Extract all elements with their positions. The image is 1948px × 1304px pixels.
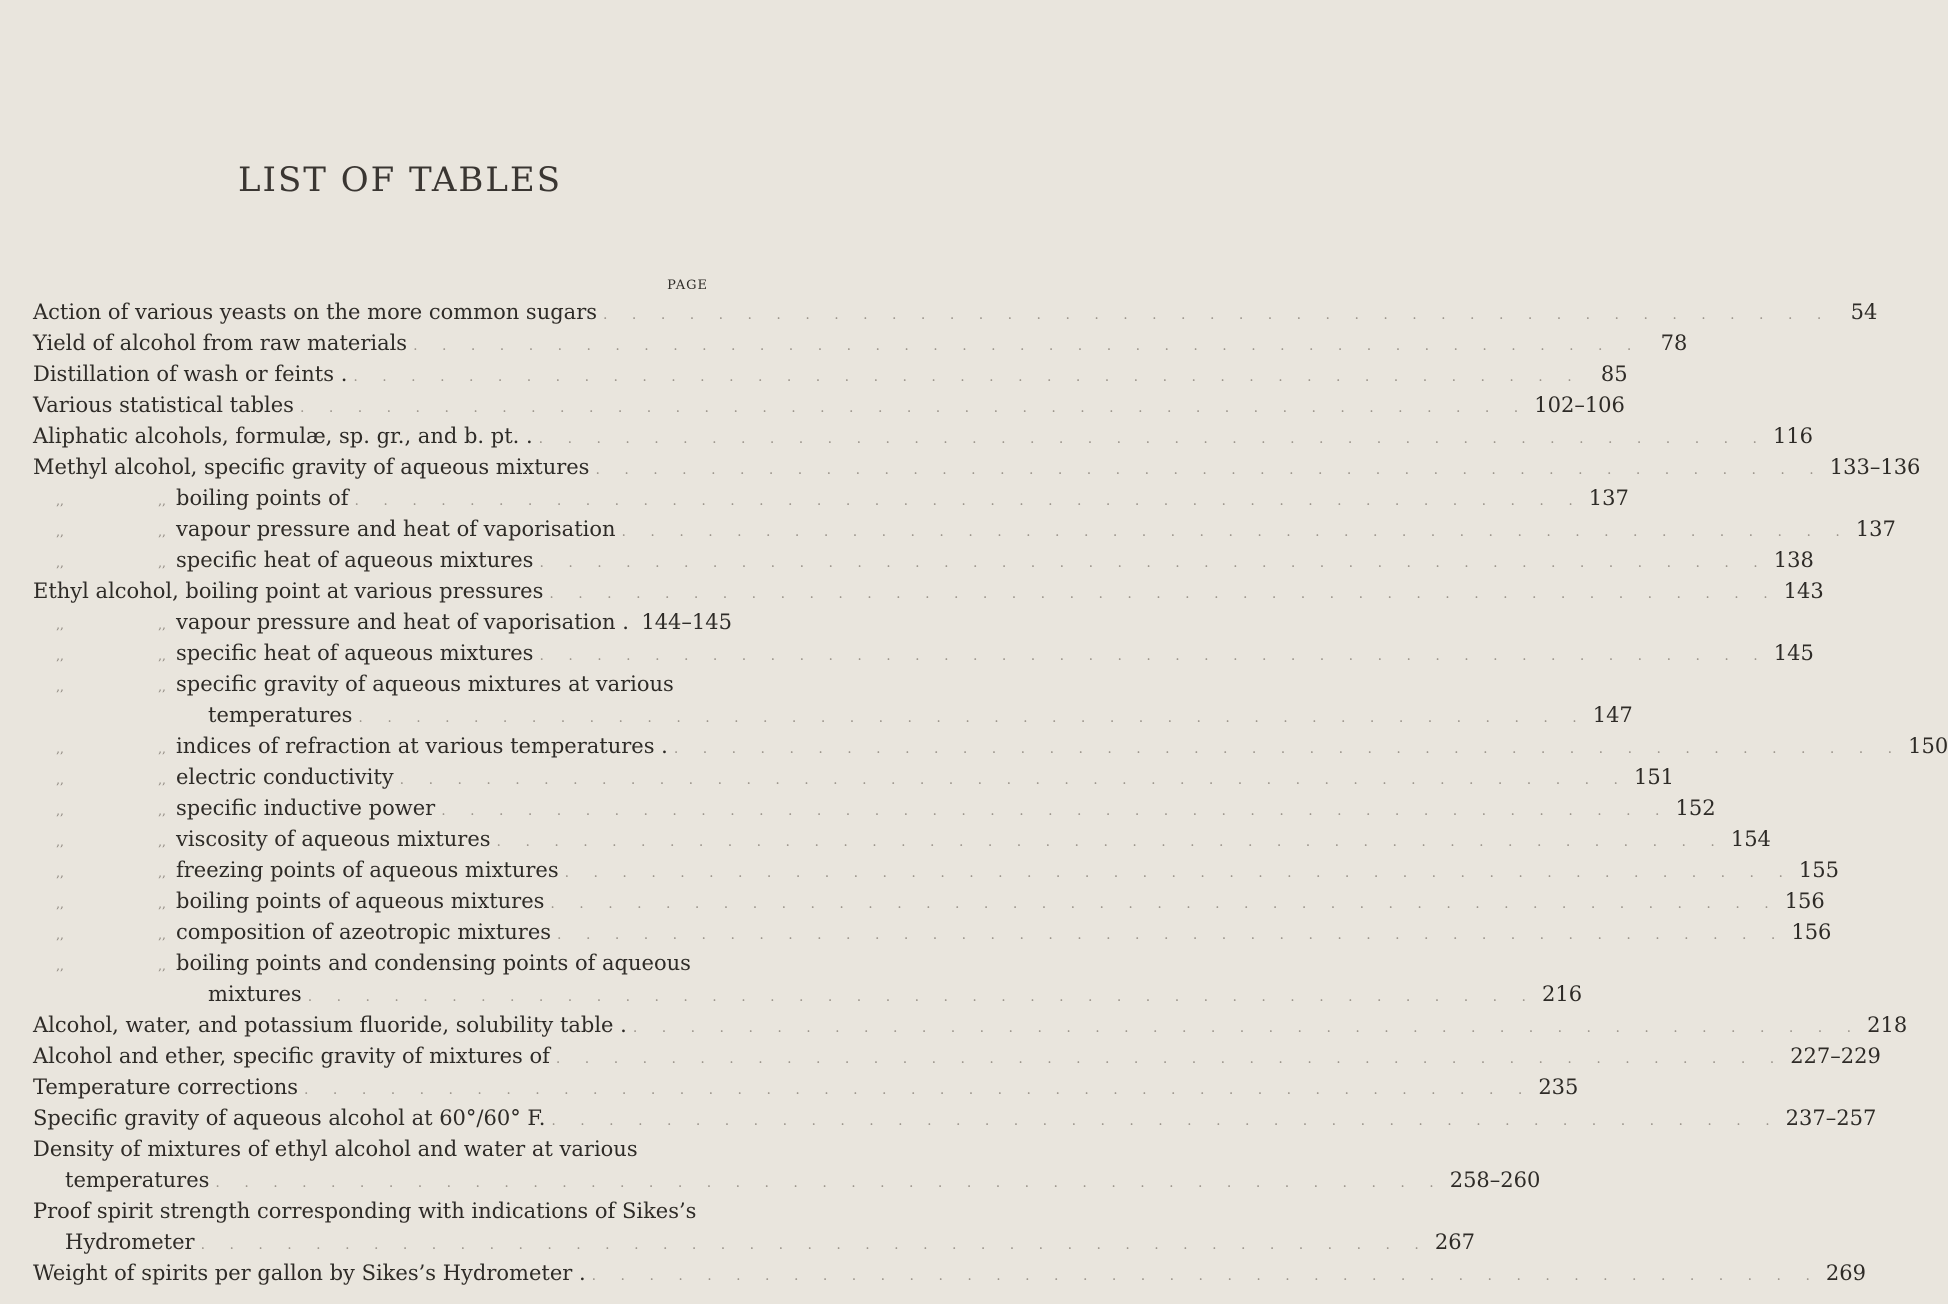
- page-title: LIST OF TABLES: [237, 160, 563, 200]
- entry-text: Aliphatic alcohols, formulæ, sp. gr., and b. pt. .: [33, 424, 533, 448]
- dot-leader: . . . . . . . . . . . . . . . . . . . . . . . . . . . . . . . . . . . . . . . . . . .: [358, 710, 1587, 726]
- dot-leader: . . . . . . . . . . . . . . . . . . . . . . . . . . . . . . . . . . . . . . . . . . .: [595, 462, 1824, 478]
- entry-page: 151: [1633, 765, 1675, 789]
- ditto-mark: ,,: [158, 618, 166, 632]
- list-item: [33, 1261, 1867, 1291]
- list-item: [33, 1199, 732, 1229]
- list-item: [33, 362, 1628, 392]
- ditto-mark: ,,: [56, 959, 64, 973]
- ditto-mark: ,,: [56, 494, 64, 508]
- entry-page: 155: [1798, 858, 1839, 882]
- entry-page: 85: [1600, 362, 1628, 386]
- dot-leader: . . . . . . . . . . . . . . . . . . . . . . . . . . . . . . . . . . . . . . . . . . .: [200, 1237, 1429, 1253]
- dot-leader: . . . . . . . . . . . . . . . . . . . . . . . . . . . . . . . . . . . . . . . . . . .: [215, 1175, 1444, 1191]
- entry-text: specific inductive power: [176, 796, 436, 820]
- dot-leader: . . . . . . . . . . . . . . . . . . . . . . . . . . . . . . . . . . . . . . . . . . .: [550, 896, 1779, 912]
- ditto-mark: ,,: [56, 835, 64, 849]
- dot-leader: . . . . . . . . . . . . . . . . . . . . . . . . . . . . . . . . . . . . . . . . . . .: [354, 493, 1583, 509]
- list-item: [176, 517, 1896, 547]
- entry-text: boiling points of: [176, 486, 349, 510]
- entry-page: 152: [1675, 796, 1716, 820]
- list-item: [208, 982, 1583, 1012]
- list-item: [176, 486, 1629, 516]
- entry-page: 138: [1773, 548, 1814, 572]
- entry-page: 102–106: [1534, 393, 1625, 417]
- ditto-mark: ,,: [158, 959, 166, 973]
- dot-leader: . . . . . . . . . . . . . . . . . . . . . . . . . . . . . . . . . . . . . . . . . . .: [632, 1020, 1862, 1036]
- ditto-mark: ,,: [158, 494, 166, 508]
- entry-text: indices of refraction at various temperatures .: [176, 734, 668, 758]
- list-item: [176, 734, 1948, 764]
- entry-page: 137: [1588, 486, 1629, 510]
- ditto-mark: ,,: [158, 928, 166, 942]
- entry-page: 267: [1434, 1230, 1475, 1254]
- dot-leader: . . . . . . . . . . . . . . . . . . . . . . . . . . . . . . . . . . . . . . . . . . .: [353, 369, 1582, 385]
- dot-leader: . . . . . . . . . . . . . . . . . . . . . . . . . . . . . . . . . . . . . . . . . . .: [539, 648, 1768, 664]
- dot-leader: . . . . . . . . . . . . . . . . . . . . . . . . . . . . . . . . . . . . . . . . . . .: [539, 555, 1768, 571]
- ditto-mark: ,,: [158, 525, 166, 539]
- entry-text: Yield of alcohol from raw materials: [33, 331, 408, 355]
- entry-text: viscosity of aqueous mixtures: [176, 827, 491, 851]
- ditto-mark: ,,: [56, 897, 64, 911]
- entry-text: electric conductivity: [176, 765, 394, 789]
- entry-page: 227–229: [1790, 1044, 1881, 1068]
- list-item: [176, 827, 1771, 857]
- list-item: [33, 393, 1625, 423]
- entry-page: 145: [1773, 641, 1814, 665]
- list-item: [176, 920, 1832, 950]
- ditto-mark: ,,: [158, 835, 166, 849]
- entry-text: Various statistical tables: [33, 393, 294, 417]
- entry-text: Weight of spirits per gallon by Sikes’s Hydrometer .: [33, 1261, 586, 1285]
- entry-page: 216: [1541, 982, 1583, 1006]
- entry-page: 144–145: [641, 610, 732, 634]
- dot-leader: . . . . . . . . . . . . . . . . . . . . . . . . . . . . . . . . . . . . . . . . . . .: [399, 772, 1628, 788]
- entry-page: 116: [1772, 424, 1814, 448]
- entry-page: 150: [1908, 734, 1948, 758]
- entry-text: Action of various yeasts on the more common sugars: [33, 300, 598, 324]
- list-item: [65, 1168, 1541, 1198]
- entry-page: 154: [1730, 827, 1771, 851]
- entry-page: 237–257: [1785, 1106, 1877, 1130]
- list-item: [33, 331, 1688, 361]
- entry-page: 143: [1783, 579, 1824, 603]
- dot-leader: . . . . . . . . . . . . . . . . . . . . . . . . . . . . . . . . . . . . . . . . . . .: [299, 400, 1529, 416]
- dot-leader: . . . . . . . . . . . . . . . . . . . . . . . . . . . . . . . . . . . . . . . . . . .: [307, 989, 1536, 1005]
- list-item: [176, 796, 1716, 826]
- entry-page: 235: [1538, 1075, 1579, 1099]
- ditto-mark: ,,: [56, 773, 64, 787]
- list-item: [176, 765, 1675, 795]
- dot-leader: . . . . . . . . . . . . . . . . . . . . . . . . . . . . . . . . . . . . . . . . . . .: [621, 524, 1850, 540]
- dot-leader: . . . . . . . . . . . . . . . . . . . . . . . . . . . . . . . . . . . . . . . . . . .: [603, 307, 1832, 323]
- ditto-mark: ,,: [56, 618, 64, 632]
- entry-page: 258–260: [1449, 1168, 1541, 1192]
- dot-leader: . . . . . . . . . . . . . . . . . . . . . . . . . . . . . . . . . . . . . . . . . . .: [555, 1051, 1785, 1067]
- list-item: [33, 1137, 732, 1167]
- list-item: [176, 548, 1814, 578]
- entry-text: Temperature corrections: [33, 1075, 299, 1099]
- entry-page: 78: [1660, 331, 1688, 355]
- entry-text: temperatures: [65, 1168, 210, 1192]
- dot-leader: . . . . . . . . . . . . . . . . . . . . . . . . . . . . . . . . . . . . . . . . . . .: [557, 927, 1786, 943]
- entry-text: composition of azeotropic mixtures: [176, 920, 552, 944]
- ditto-mark: ,,: [56, 556, 64, 570]
- list-item: [33, 1075, 1579, 1105]
- entry-page: 54: [1850, 300, 1878, 324]
- list-item: [33, 579, 1824, 609]
- entry-text: vapour pressure and heat of vaporisation: [176, 517, 616, 541]
- entry-text: specific heat of aqueous mixtures: [176, 548, 534, 572]
- entry-text: Ethyl alcohol, boiling point at various pressures: [33, 579, 544, 603]
- entry-text: Alcohol, water, and potassium fluoride, solubility table .: [33, 1013, 627, 1037]
- list-item: [176, 641, 1814, 671]
- ditto-mark: ,,: [158, 866, 166, 880]
- entry-text: Density of mixtures of ethyl alcohol and water at various: [33, 1137, 638, 1161]
- entry-text: Methyl alcohol, specific gravity of aqueous mixtures: [33, 455, 590, 479]
- ditto-mark: ,,: [158, 556, 166, 570]
- list-item: [176, 889, 1825, 919]
- ditto-mark: ,,: [158, 897, 166, 911]
- dot-leader: . . . . . . . . . . . . . . . . . . . . . . . . . . . . . . . . . . . . . . . . . . .: [496, 834, 1725, 850]
- ditto-mark: ,,: [56, 525, 64, 539]
- list-item: [33, 1044, 1881, 1074]
- list-item: [33, 1106, 1877, 1136]
- list-item: [176, 951, 732, 981]
- entry-page: 133–136: [1829, 455, 1921, 479]
- dot-leader: . . . . . . . . . . . . . . . . . . . . . . . . . . . . . . . . . . . . . . . . . . .: [551, 1113, 1780, 1129]
- ditto-mark: ,,: [56, 680, 64, 694]
- list-item: [176, 858, 1839, 888]
- entry-text: Distillation of wash or feints .: [33, 362, 348, 386]
- entry-page: 218: [1867, 1013, 1908, 1037]
- entry-text: specific gravity of aqueous mixtures at various: [176, 672, 674, 696]
- dot-leader: . . . . . . . . . . . . . . . . . . . . . . . . . . . . . . . . . . . . . . . . . . .: [413, 338, 1642, 354]
- entry-text: boiling points and condensing points of aqueous: [176, 951, 691, 975]
- list-item: [176, 610, 732, 640]
- list-item: [33, 300, 1878, 330]
- entry-text: Proof spirit strength corresponding with indications of Sikes’s: [33, 1199, 697, 1223]
- dot-leader: . . . . . . . . . . . . . . . . . . . . . . . . . . . . . . . . . . . . . . . . . . .: [538, 431, 1767, 447]
- entry-text: specific heat of aqueous mixtures: [176, 641, 534, 665]
- ditto-mark: ,,: [158, 742, 166, 756]
- dot-leader: . . . . . . . . . . . . . . . . . . . . . . . . . . . . . . . . . . . . . . . . . . .: [591, 1268, 1820, 1284]
- dot-leader: . . . . . . . . . . . . . . . . . . . . . . . . . . . . . . . . . . . . . . . . . . .: [673, 741, 1903, 757]
- entry-text: boiling points of aqueous mixtures: [176, 889, 545, 913]
- entry-page: 147: [1592, 703, 1633, 727]
- ditto-mark: ,,: [56, 804, 64, 818]
- page-column-label: PAGE: [667, 278, 708, 293]
- entry-page: 137: [1855, 517, 1896, 541]
- ditto-mark: ,,: [158, 773, 166, 787]
- entry-text: mixtures: [208, 982, 302, 1006]
- entry-text: Alcohol and ether, specific gravity of mixtures of: [33, 1044, 550, 1068]
- entry-page: 156: [1791, 920, 1832, 944]
- entry-text: temperatures: [208, 703, 353, 727]
- list-item: [33, 424, 1814, 454]
- ditto-mark: ,,: [158, 649, 166, 663]
- entry-text: vapour pressure and heat of vaporisation .: [176, 610, 629, 634]
- list-item: [176, 672, 732, 702]
- ditto-mark: ,,: [158, 680, 166, 694]
- list-item: [33, 1013, 1908, 1043]
- dot-leader: . . . . . . . . . . . . . . . . . . . . . . . . . . . . . . . . . . . . . . . . . . .: [441, 803, 1670, 819]
- ditto-mark: ,,: [56, 866, 64, 880]
- dot-leader: . . . . . . . . . . . . . . . . . . . . . . . . . . . . . . . . . . . . . . . . . . .: [304, 1082, 1533, 1098]
- entry-page: 156: [1784, 889, 1825, 913]
- list-item: [208, 703, 1633, 733]
- list-item: [33, 455, 1921, 485]
- dot-leader: . . . . . . . . . . . . . . . . . . . . . . . . . . . . . . . . . . . . . . . . . . .: [564, 865, 1793, 881]
- list-item: [65, 1230, 1475, 1260]
- entry-text: Hydrometer: [65, 1230, 195, 1254]
- entry-page: 269: [1825, 1261, 1867, 1285]
- dot-leader: . . . . . . . . . . . . . . . . . . . . . . . . . . . . . . . . . . . . . . . . . . .: [549, 586, 1778, 602]
- entry-text: freezing points of aqueous mixtures: [176, 858, 559, 882]
- ditto-mark: ,,: [158, 804, 166, 818]
- ditto-mark: ,,: [56, 928, 64, 942]
- ditto-mark: ,,: [56, 742, 64, 756]
- entry-text: Specific gravity of aqueous alcohol at 60°/60° F.: [33, 1106, 546, 1130]
- ditto-mark: ,,: [56, 649, 64, 663]
